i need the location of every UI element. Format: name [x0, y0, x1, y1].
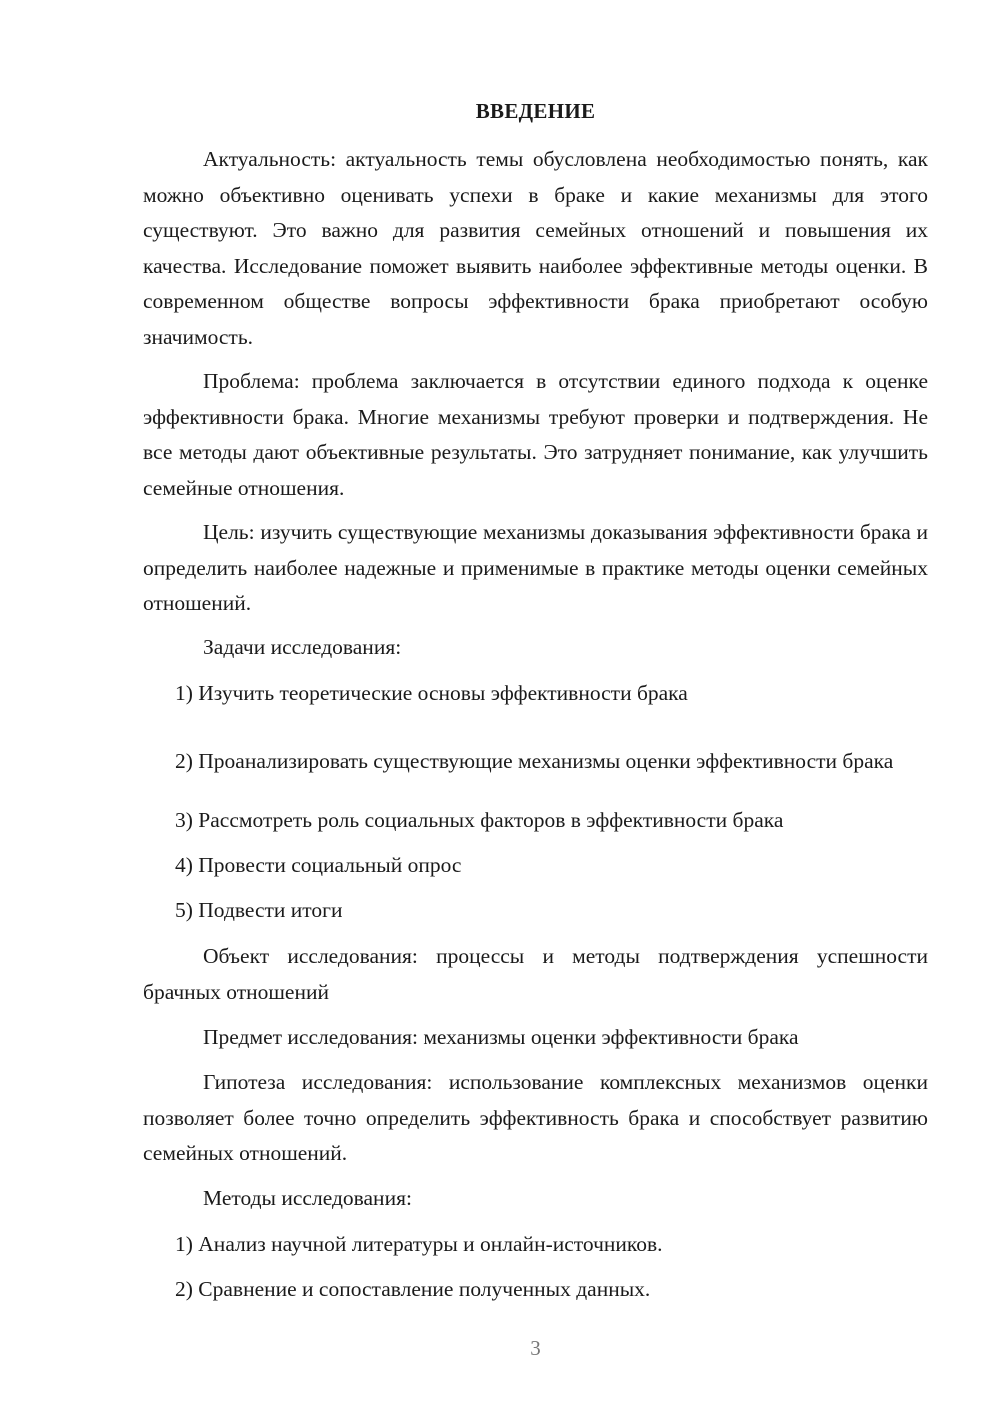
page-title: ВВЕДЕНИЕ — [475, 99, 596, 123]
tasks-title: Задачи исследования: — [203, 635, 402, 659]
task-item-1: 1) Изучить теоретические основы эффективности брака — [175, 681, 688, 705]
page-number: 3 — [530, 1336, 541, 1360]
task-item-3: 3) Рассмотреть роль социальных факторов в эффективности брака — [175, 808, 784, 832]
method-item-1: 1) Анализ научной литературы и онлайн-источников. — [175, 1232, 663, 1256]
relevance-paragraph: Актуальность: актуальность темы обусловлена необходимостью понять, как можно объективно оценивать успехи в браке и какие механизмы для этого существуют. Это важно для развития семейных отношений и повышения их качества. Исследование поможет выявить наиболее эффективные методы оценки. В современном обществе вопросы эффективности брака приобретают особую значимость. — [143, 147, 928, 349]
document-page — [143, 0, 928, 1414]
method-item-2: 2) Сравнение и сопоставление полученных данных. — [175, 1277, 651, 1301]
goal-paragraph: Цель: изучить существующие механизмы доказывания эффективности брака и определить наиболее надежные и применимые в практике методы оценки семейных отношений. — [143, 520, 928, 615]
task-item-2: 2) Проанализировать существующие механизмы оценки эффективности брака — [175, 748, 894, 773]
subject-paragraph: Предмет исследования: механизмы оценки эффективности брака — [203, 1025, 799, 1049]
hypothesis-paragraph: Гипотеза исследования: использование комплексных механизмов оценки позволяет более точно определить эффективность брака и способствует развитию семейных отношений. — [143, 1070, 928, 1165]
methods-title: Методы исследования: — [203, 1186, 412, 1210]
task-item-5: 5) Подвести итоги — [175, 898, 343, 922]
task-item-4: 4) Провести социальный опрос — [175, 853, 462, 877]
problem-paragraph: Проблема: проблема заключается в отсутствии единого подхода к оценке эффективности брака. Многие механизмы требуют проверки и подтверждения. Не все методы дают объективные результаты. Это затрудняет понимание, как улучшить семейные отношения. — [143, 369, 928, 500]
object-paragraph: Объект исследования: процессы и методы подтверждения успешности брачных отношений — [143, 944, 928, 1004]
